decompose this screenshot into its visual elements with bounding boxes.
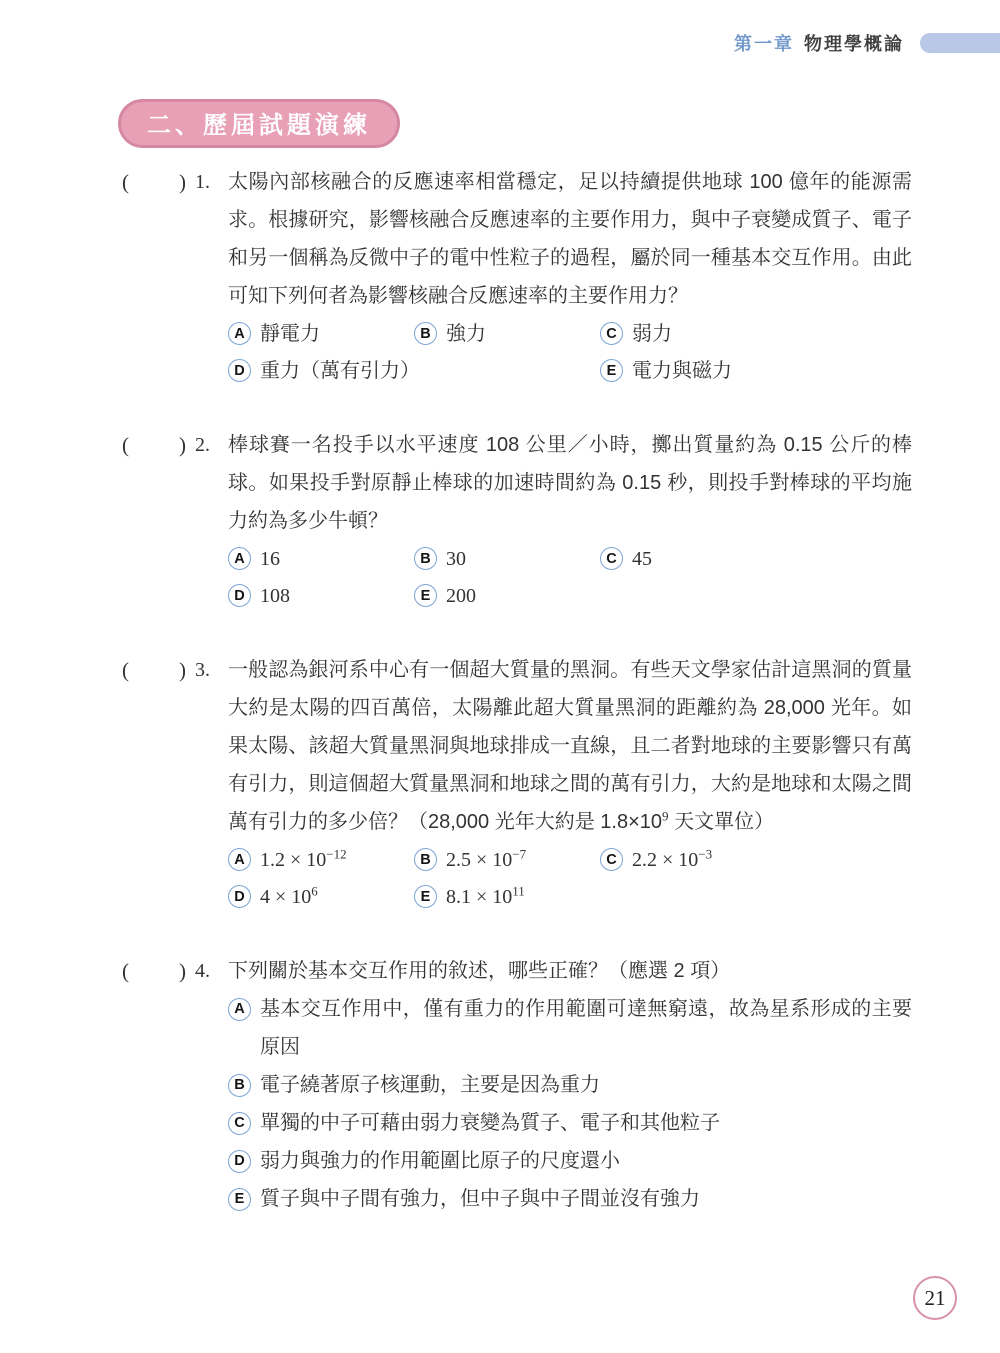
option-text: 電力與磁力 (632, 359, 732, 382)
option-c[interactable] (600, 841, 912, 878)
exponent: −12 (326, 845, 347, 861)
option-text: 單獨的中子可藉由弱力衰變為質子、電子和其他粒子 (260, 1112, 720, 1134)
page-number-badge (913, 1276, 957, 1320)
option-b[interactable] (228, 1066, 912, 1104)
option-a[interactable] (228, 841, 414, 878)
option-text: 108 (260, 584, 290, 607)
option-text: 弱力與強力的作用範圍比原子的尺度還小 (260, 1150, 620, 1172)
option-text: $8.1 \times 10^{11}$ (446, 882, 525, 908)
option-text: 重力（萬有引力） (260, 359, 420, 382)
option-letter-circle: B (414, 848, 437, 871)
chapter-title: 物理學概論 (804, 34, 904, 54)
answer-blank[interactable]: ( ) (122, 658, 186, 682)
option-d[interactable] (228, 878, 414, 915)
option-text: $2.5 \times 10^{-7}$ (446, 845, 527, 871)
question-stem: 下列關於基本交互作用的敘述，哪些正確？（應選 2 項） (228, 960, 731, 982)
answer-blank[interactable]: ( ) (122, 433, 186, 457)
question-stem: 一般認為銀河系中心有一個超大質量的黑洞。有些天文學家估計這黑洞的質量大約是太陽的四百萬倍，太陽離此超大質量黑洞的距離約為 28,000 光年。如果太陽、該超大質量黑洞與地球排成一直線，且二者對地球的主要影響只有萬有引力，則這個超大質量黑洞和地球之間的萬有引力，大約是地球和太陽之間萬有引力的多少倍？（28,000 光年大約是 $1.8\times 10^9$ 天文單位） (228, 659, 912, 833)
option-e[interactable] (414, 577, 600, 614)
option-text: 基本交互作用中，僅有重力的作用範圍可達無窮遠，故為星系形成的主要原因 (260, 998, 912, 1058)
option-letter-circle: A (228, 998, 251, 1021)
option-letter-circle: E (414, 885, 437, 908)
options-list (228, 990, 912, 1218)
exponent: 6 (311, 882, 318, 898)
options-grid (228, 841, 912, 915)
option-letter-circle: C (600, 322, 623, 345)
option-d[interactable] (228, 1142, 912, 1180)
option-b[interactable] (414, 841, 600, 878)
option-c[interactable] (600, 540, 912, 577)
option-text: 16 (260, 547, 280, 570)
option-a[interactable] (228, 315, 414, 352)
chapter-label: 第一章 (734, 34, 794, 54)
option-letter-circle: D (228, 584, 251, 607)
option-b[interactable] (414, 315, 600, 352)
question-number: 4. (195, 960, 210, 982)
option-text: 靜電力 (260, 322, 320, 345)
option-c[interactable] (228, 1104, 912, 1142)
option-e[interactable] (228, 1180, 912, 1218)
question-3 (122, 651, 912, 915)
question-2 (122, 426, 912, 614)
option-text: $2.2 \times 10^{-3}$ (632, 845, 713, 871)
option-letter-circle: C (228, 1112, 251, 1135)
question-stem: 太陽內部核融合的反應速率相當穩定，足以持續提供地球 100 億年的能源需求。根據研究，影響核融合反應速率的主要作用力，與中子衰變成質子、電子和另一個稱為反微中子的電中性粒子的過程，屬於同一種基本交互作用。由此可知下列何者為影響核融合反應速率的主要作用力？ (228, 171, 912, 307)
option-letter-circle: A (228, 322, 251, 345)
question-number: 1. (195, 171, 210, 193)
option-letter-circle: E (414, 584, 437, 607)
header-decorative-bar (920, 33, 1000, 53)
exponent: 9 (662, 808, 669, 824)
option-letter-circle: A (228, 547, 251, 570)
option-letter-circle: C (600, 547, 623, 570)
option-letter-circle: E (600, 359, 623, 382)
option-e[interactable] (600, 352, 912, 389)
option-text: $4 \times 10^6$ (260, 882, 318, 908)
option-d[interactable] (228, 352, 600, 389)
page-header (0, 30, 1000, 56)
option-letter-circle: D (228, 359, 251, 382)
option-text: 電子繞著原子核運動，主要是因為重力 (260, 1074, 600, 1096)
option-text: 30 (446, 547, 466, 570)
answer-blank[interactable]: ( ) (122, 959, 186, 983)
option-text: 強力 (446, 322, 486, 345)
option-letter-circle: B (228, 1074, 251, 1097)
question-number: 3. (195, 659, 210, 681)
option-letter-circle: D (228, 1150, 251, 1173)
question-4 (122, 952, 912, 1218)
question-stem: 棒球賽一名投手以水平速度 108 公里／小時，擲出質量約為 0.15 公斤的棒球。如果投手對原靜止棒球的加速時間約為 0.15 秒，則投手對棒球的平均施力約為多少牛頓？ (228, 434, 912, 532)
option-text: 45 (632, 547, 652, 570)
option-c[interactable] (600, 315, 912, 352)
option-letter-circle: C (600, 848, 623, 871)
option-a[interactable] (228, 540, 414, 577)
option-text: 200 (446, 584, 476, 607)
exponent: 11 (512, 882, 525, 898)
option-letter-circle: B (414, 322, 437, 345)
option-letter-circle: E (228, 1188, 251, 1211)
option-text: $1.2 \times 10^{-12}$ (260, 845, 347, 871)
exponent: −7 (512, 845, 527, 861)
option-letter-circle: D (228, 885, 251, 908)
option-letter-circle: B (414, 547, 437, 570)
option-text: 弱力 (632, 322, 672, 345)
exponent: −3 (698, 845, 713, 861)
option-text: 質子與中子間有強力，但中子與中子間並沒有強力 (260, 1188, 700, 1210)
page-number: 21 (924, 1285, 946, 1310)
answer-blank[interactable]: ( ) (122, 170, 186, 194)
option-b[interactable] (414, 540, 600, 577)
section-badge: 二、歷屆試題演練 (118, 99, 400, 148)
option-letter-circle: A (228, 848, 251, 871)
options-grid (228, 540, 912, 614)
option-a[interactable] (228, 990, 912, 1066)
question-1 (122, 163, 912, 389)
question-list (122, 163, 912, 1255)
options-grid (228, 315, 912, 389)
option-e[interactable] (414, 878, 600, 915)
question-number: 2. (195, 434, 210, 456)
option-d[interactable] (228, 577, 414, 614)
